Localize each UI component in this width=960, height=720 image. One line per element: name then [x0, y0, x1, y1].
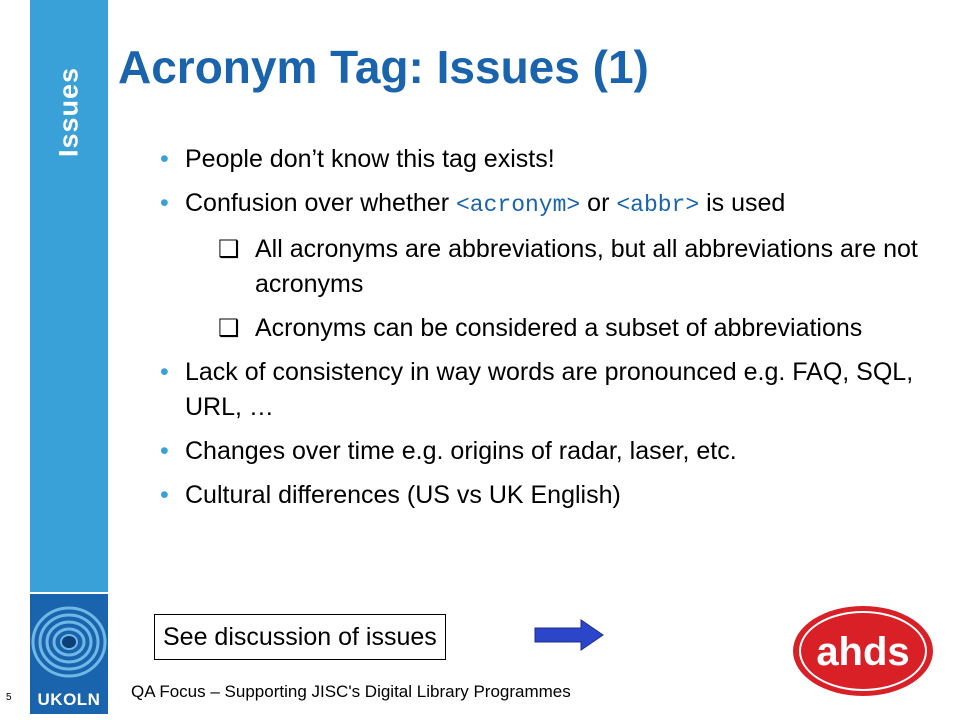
bullet-item: [160, 142, 920, 177]
ahds-logo-text: ahds: [816, 630, 910, 674]
bullet-item: [160, 355, 920, 425]
bullet-dot-icon: •: [160, 189, 169, 217]
see-discussion-link[interactable]: See discussion of issues: [154, 614, 446, 660]
bullet-text: People don’t know this tag exists!: [185, 145, 555, 173]
checkbox-bullet-icon: ❑: [218, 315, 240, 342]
bullet-text: Cultural differences (US vs UK English): [185, 481, 621, 509]
bullet-dot-icon: •: [160, 437, 169, 465]
ukoln-logo-text: UKOLN: [37, 690, 101, 709]
bullet-dot-icon: •: [160, 481, 169, 509]
abbr-tag-code: <abbr>: [616, 192, 700, 218]
ukoln-logo: [30, 594, 108, 714]
slide-number: 5: [6, 692, 12, 703]
slide-title: Acronym Tag: Issues (1): [118, 41, 649, 93]
bullet-dot-icon: •: [160, 145, 169, 173]
bullet-item: [160, 186, 920, 223]
checkbox-bullet-icon: ❑: [218, 236, 240, 263]
sub-bullet-item: [160, 232, 920, 302]
bullet-text: Lack of consistency in way words are pronounced e.g. FAQ, SQL, URL, …: [185, 358, 914, 421]
ukoln-eye-icon: [30, 594, 108, 689]
sub-bullet-text: All acronyms are abbreviations, but all abbreviations are not acronyms: [255, 235, 918, 298]
sidebar-label: Issues: [53, 66, 84, 158]
sub-bullet-text: Acronyms can be considered a subset of abbreviations: [255, 314, 863, 342]
ahds-logo: [792, 605, 934, 697]
right-arrow-icon[interactable]: [533, 618, 605, 652]
acronym-tag-code: <acronym>: [455, 192, 581, 218]
bullet-item: [160, 478, 920, 513]
footer-text: QA Focus – Supporting JISC's Digital Library Programmes: [131, 682, 571, 701]
bullet-text: Changes over time e.g. origins of radar, laser, etc.: [185, 437, 737, 465]
bullet-item: [160, 434, 920, 469]
bullet-text-pre: Confusion over whether: [185, 189, 456, 217]
sub-bullet-item: [160, 311, 920, 346]
bullet-text-mid: or: [580, 189, 617, 217]
bullet-dot-icon: •: [160, 358, 169, 386]
bullet-text-post: is used: [699, 189, 786, 217]
slide-content: [160, 142, 920, 522]
